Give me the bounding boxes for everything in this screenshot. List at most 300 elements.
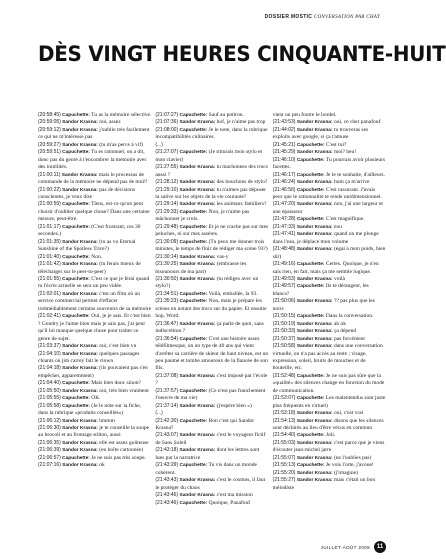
chat-message xyxy=(155,291,268,298)
chat-message xyxy=(273,149,386,156)
message-speaker: Capuchette: xyxy=(62,403,90,409)
message-time: (21:55:07) xyxy=(272,454,296,461)
chat-message xyxy=(273,231,386,246)
message-time: (21:35:23) xyxy=(155,298,179,305)
section-label: DOSSIER MOSTIC xyxy=(264,14,313,20)
message-text: Voilà, emballée, la 93. xyxy=(207,290,258,297)
message-time: (21:08:00) xyxy=(155,126,179,133)
message-time: (21:49:57) xyxy=(272,283,296,290)
message-time: (21:06:35) xyxy=(38,439,61,446)
message-text: les animaux familiers? xyxy=(215,201,267,208)
chat-message xyxy=(273,216,386,223)
chat-message xyxy=(38,112,151,119)
chat-message xyxy=(38,291,151,313)
message-time: (21:53:07) xyxy=(272,395,296,402)
message-speaker: Sandor Krasna: xyxy=(296,120,333,126)
chat-message xyxy=(38,447,151,454)
message-speaker: Capuchette: xyxy=(62,314,90,320)
message-speaker: Capuchette: xyxy=(296,373,325,379)
message-time: (21:34:51) xyxy=(155,290,179,297)
message-text: (tu m'as perce à vif) xyxy=(97,141,144,148)
chat-message xyxy=(155,224,268,239)
message-text: (Ce n'est pas franchement l'oeuvre de ma vie) xyxy=(155,387,266,402)
message-time: (21:01:35) xyxy=(38,238,61,245)
chat-message xyxy=(38,276,151,291)
message-speaker: Capuchette: xyxy=(62,202,90,208)
message-text: oui, assez xyxy=(97,119,121,126)
message-speaker: Sandor Krasna: xyxy=(296,344,333,350)
chat-message xyxy=(155,276,268,291)
chat-message xyxy=(273,224,386,231)
message-time: (21:55:03) xyxy=(272,439,296,446)
message-text: oui, c'est vrai xyxy=(332,410,364,417)
chat-message xyxy=(273,432,386,439)
message-time: (21:01:55) xyxy=(38,275,61,282)
message-speaker: Sandor Krasna: xyxy=(62,426,98,432)
message-speaker: Sandor Krasna: xyxy=(179,187,216,193)
message-time: (21:50:58) xyxy=(272,343,296,350)
message-time: (21:29:10) xyxy=(155,186,179,193)
chat-message xyxy=(155,500,268,507)
message-time: (21:02:01) xyxy=(38,290,61,297)
chat-message xyxy=(155,462,268,477)
message-time: (21:43:53) xyxy=(272,119,296,126)
chat-message xyxy=(155,447,268,462)
message-speaker: Capuchette: xyxy=(62,455,90,461)
message-time: (21:55:13) xyxy=(272,462,296,469)
chat-message xyxy=(38,261,151,276)
chat-message xyxy=(38,388,151,395)
message-text: mais le processus de commande de la mémoire ne dépend pas de moi!! xyxy=(38,171,148,186)
chat-message xyxy=(155,201,268,208)
chat-message xyxy=(155,410,268,417)
message-speaker: Sandor Krasna: xyxy=(179,202,216,208)
message-text: hmmm xyxy=(97,417,115,424)
message-time: (21:36:47) xyxy=(155,320,179,327)
chat-message xyxy=(155,432,268,447)
transcript-column-2 xyxy=(155,112,268,534)
message-speaker: Sandor Krasna: xyxy=(296,276,333,282)
message-text: non, j'ai une largeur et une épaisseur xyxy=(272,201,383,215)
message-text: Les malentendus sont juste plus fréquents en virtuel) xyxy=(272,395,386,409)
message-text: (j'imagine) xyxy=(332,469,358,476)
message-time: (20:58:45) xyxy=(38,112,61,118)
message-speaker: Capuchette: xyxy=(179,127,208,133)
chat-message xyxy=(155,373,268,388)
message-time: (21:47:20) xyxy=(272,201,296,208)
message-speaker: Sandor Krasna: xyxy=(179,448,216,454)
chat-message xyxy=(273,298,386,313)
message-speaker: Sandor Krasna: xyxy=(62,187,98,193)
message-speaker: Capuchette: xyxy=(62,224,90,230)
message-speaker: Sandor Krasna: xyxy=(62,262,98,268)
message-text: Certes. Quoique, je n'en sais rien, en fait, mais ça me semble logique. xyxy=(272,261,379,275)
chat-message xyxy=(38,313,151,343)
message-speaker: Sandor Krasna: xyxy=(179,321,216,327)
chat-message xyxy=(273,410,386,417)
message-speaker: Capuchette: xyxy=(179,418,208,424)
message-speaker: Capuchette: xyxy=(179,239,208,245)
chat-message xyxy=(155,149,268,164)
message-time: (21:52:48) xyxy=(272,372,296,379)
message-text: je te conseille la soupe au brocoli et au fromage stilton, aussi xyxy=(38,425,150,439)
message-text: OK. xyxy=(89,395,101,402)
message-text: Non. xyxy=(89,253,103,260)
message-speaker: Capuchette: xyxy=(62,396,90,402)
message-speaker: Sandor Krasna: xyxy=(296,478,333,484)
chat-message xyxy=(155,418,268,433)
chat-message xyxy=(155,388,268,403)
chat-message xyxy=(273,470,386,477)
message-time: (21:49:53) xyxy=(272,275,296,282)
chat-message xyxy=(38,149,151,171)
message-speaker: Sandor Krasna: xyxy=(179,433,216,439)
message-text: (Je le note sur la fiche, dans la rubrique «produits conseillés») xyxy=(38,402,142,417)
chat-message xyxy=(38,351,151,366)
message-speaker: Capuchette: xyxy=(179,500,208,506)
message-speaker: Sandor Krasna: xyxy=(179,180,216,186)
message-text: C'est rassurant. J'avais peur que le rationnalité te rende unidimensionnel. xyxy=(272,186,382,200)
message-text: Bon c'est qui Sandor Krasna? xyxy=(155,417,255,432)
message-text: Tu vis dans un monde cohérent. xyxy=(155,462,257,476)
message-time: (21:43:29) xyxy=(155,462,179,469)
message-speaker: Sandor Krasna: xyxy=(179,120,216,126)
message-speaker: Capuchette: xyxy=(179,224,208,230)
message-speaker: Capuchette: xyxy=(62,113,90,118)
message-speaker: Sandor Krasna: xyxy=(296,202,333,208)
chat-message xyxy=(38,462,151,469)
message-speaker: Sandor Krasna: xyxy=(62,120,98,126)
message-time: (21:00:59) xyxy=(38,201,61,208)
message-text: ça dépend xyxy=(332,328,357,335)
chat-message xyxy=(38,187,151,202)
message-speaker: Sandor Krasna: xyxy=(296,299,333,305)
message-time: (21:29:14) xyxy=(155,201,179,208)
message-speaker: Sandor Krasna: xyxy=(296,336,333,342)
message-time: (21:01:40) xyxy=(38,253,61,260)
chat-message xyxy=(155,261,268,276)
message-speaker: Sandor Krasna: xyxy=(179,373,216,379)
message-speaker: Capuchette: xyxy=(296,284,325,290)
chat-message xyxy=(273,455,386,462)
message-time: (21:50:06) xyxy=(272,298,296,305)
message-time: (21:53:18) xyxy=(272,410,296,417)
message-speaker: Capuchette: xyxy=(296,172,325,178)
message-speaker: Sandor Krasna: xyxy=(296,321,333,327)
message-time: (21:43:07) xyxy=(155,432,179,439)
chat-message xyxy=(273,440,386,455)
message-time: (21:29:33) xyxy=(155,208,179,215)
message-speaker: Sandor Krasna: xyxy=(296,224,333,230)
chat-message xyxy=(38,418,151,425)
message-text: vas-y xyxy=(215,253,229,260)
message-text: (ils pouvaient pas s'en empêcher, apparemment) xyxy=(38,365,148,379)
message-speaker: Capuchette: xyxy=(296,433,325,439)
message-speaker: Capuchette: xyxy=(296,142,325,148)
message-time: (21:01:42) xyxy=(38,261,61,268)
message-time: (21:46:56) xyxy=(272,186,296,193)
message-speaker: Sandor Krasna: xyxy=(179,403,216,409)
message-text: j'oublie très facilement ce qui ne m'intéresse pas xyxy=(38,126,150,141)
message-speaker: Sandor Krasna: xyxy=(179,165,216,171)
chat-message xyxy=(155,209,268,224)
message-speaker: Capuchette: xyxy=(179,113,208,118)
message-speaker: Capuchette: xyxy=(179,388,208,394)
message-time: (21:28:12) xyxy=(155,179,179,186)
message-text: c'est un film où un service commercial permet d'effacer irrémédiablement certains souvenirs de sa mémoire xyxy=(38,290,152,312)
message-time: (21:54:40) xyxy=(272,432,296,439)
chat-message xyxy=(38,365,151,380)
message-time: (21:36:54) xyxy=(155,335,179,342)
chat-message xyxy=(38,343,151,350)
message-text: ça parle de quoi, sans indiscrétion ? xyxy=(155,320,264,335)
chat-message xyxy=(155,254,268,261)
message-time: (21:47:41) xyxy=(272,231,296,238)
message-text: Mais bien donc sinon? xyxy=(89,380,141,387)
message-time: (21:46:24) xyxy=(272,179,296,186)
message-time: (21:27:07) xyxy=(155,149,179,156)
message-text: disons que les silences sont déchirés au lieu d'être vécus en commun xyxy=(272,417,384,432)
message-speaker: Sandor Krasna: xyxy=(296,329,333,335)
message-time: (21:05:58) xyxy=(38,402,61,409)
message-speaker: Sandor Krasna: xyxy=(296,232,333,238)
issue-date: JUILLET-AOÛT 2008 xyxy=(320,544,370,550)
chat-message xyxy=(273,328,386,335)
chat-message xyxy=(273,179,386,186)
message-text: Oui, je je sais. Et c'est bien ? Gondry je l'aime bien mais je sais pas, j'ai peur qu'il lui manque quelque chose pour traiter ce genre de sujet. xyxy=(38,313,151,342)
page-footer xyxy=(321,541,386,553)
chat-message xyxy=(38,380,151,387)
message-speaker: Capuchette: xyxy=(296,314,325,320)
message-speaker: Sandor Krasna: xyxy=(62,239,98,245)
message-text: pas forcément xyxy=(332,335,365,342)
message-time: (21:47:28) xyxy=(272,216,296,223)
message-time: (21:07:16) xyxy=(38,462,61,469)
chat-message xyxy=(273,276,386,283)
message-text: tu n'aimes pas déposer ta salive sur les objets de la vie courante? xyxy=(155,186,267,200)
message-text: des bouchons de stylo? xyxy=(215,179,268,186)
message-text: Je le te souhaite, d'ailleurs. xyxy=(324,171,385,178)
message-speaker: Sandor Krasna: xyxy=(296,247,333,253)
message-time: (21:55:20) xyxy=(272,469,296,476)
message-text: c'est imposé par l'école ? xyxy=(155,372,268,387)
message-text: tu trouveras ses exploits avec google, si ça t'amuse xyxy=(272,126,369,141)
message-speaker: Capuchette: xyxy=(179,463,208,469)
message-text: voilà xyxy=(332,275,345,282)
chat-message xyxy=(273,462,386,469)
message-speaker: Capuchette: xyxy=(179,299,208,305)
message-time: (21:50:15) xyxy=(272,313,296,320)
message-speaker: Sandor Krasna: xyxy=(296,180,333,186)
message-speaker: Sandor Krasna: xyxy=(179,262,216,268)
message-text: Dans la conversation. xyxy=(324,313,374,320)
chat-message xyxy=(38,403,151,418)
message-time: (21:50:19) xyxy=(272,320,296,327)
message-speaker: Sandor Krasna: xyxy=(62,366,98,372)
message-speaker: Capuchette: xyxy=(296,187,325,193)
message-time: (21:06:39) xyxy=(38,447,61,454)
message-speaker: Capuchette: xyxy=(179,336,208,342)
message-time: (21:46:10) xyxy=(272,156,296,163)
message-text: (C'est frustrant, ces 30 secondes.) xyxy=(38,223,141,238)
message-text: bof, je n'aime pas trop xyxy=(215,119,266,126)
transcript-column-1 xyxy=(38,112,151,534)
message-speaker: Capuchette: xyxy=(296,262,325,268)
message-speaker: Sandor Krasna: xyxy=(296,440,333,446)
message-text: (tu rédiges avec un stylo?) xyxy=(155,275,259,290)
message-time: (21:49:16) xyxy=(272,261,296,268)
message-text: Et je ne crache pas sur mes peluches, ni sur mes asséres. xyxy=(155,223,269,238)
chat-message xyxy=(155,119,268,126)
chat-message xyxy=(155,492,268,499)
page-number: 11 xyxy=(374,541,386,553)
message-text: oui, très bien vraiment xyxy=(97,387,149,394)
message-time: (21:30:25) xyxy=(155,261,179,268)
message-speaker: Capuchette: xyxy=(296,396,325,402)
message-text: (embrasse tes bisounours de ma part) xyxy=(155,261,247,275)
chat-message xyxy=(273,172,386,179)
message-text: Tu as la mémoire sélective. xyxy=(89,112,152,118)
message-speaker: Sandor Krasna: xyxy=(62,142,98,148)
message-time: (21:07:36) xyxy=(155,119,179,126)
message-speaker: Capuchette: xyxy=(179,209,208,215)
message-text: Tu es rationnel, on a dit, donc pas du genre à t'encombrer la mémoire avec des inutilités. xyxy=(38,149,147,171)
message-speaker: Sandor Krasna: xyxy=(62,463,98,469)
message-time: (21:48:48) xyxy=(272,246,296,253)
message-text: (égal à mon poids, bien sûr) xyxy=(272,246,386,260)
message-speaker: Sandor Krasna: xyxy=(296,418,333,424)
message-time: (21:47:33) xyxy=(272,223,296,230)
message-text: C'est magnifique. xyxy=(324,216,365,223)
article-title: DÈS VINGT HEURES CINQUANTE-HUIT xyxy=(38,42,446,67)
message-text: euu xyxy=(332,223,342,230)
message-text: Quoique, Panafouf xyxy=(207,499,251,506)
message-time: (21:37:08) xyxy=(155,372,179,379)
message-time: (21:00:22) xyxy=(38,186,61,193)
chat-message xyxy=(38,239,151,254)
chat-message xyxy=(38,142,151,149)
chat-message xyxy=(38,172,151,187)
message-time: (21:55:27) xyxy=(272,477,296,484)
message-time: (21:43:46) xyxy=(155,499,179,506)
chat-message xyxy=(273,321,386,328)
message-time: (21:43:43) xyxy=(155,477,179,484)
chat-message xyxy=(38,224,151,239)
chat-message xyxy=(155,179,268,186)
message-text: (Je triturais mon stylo et mon clavier) xyxy=(155,149,263,163)
chat-message xyxy=(273,261,386,276)
message-time: (21:50:37) xyxy=(272,335,296,342)
message-speaker: Capuchette: xyxy=(62,150,90,156)
chat-message xyxy=(273,313,386,320)
message-text: (ne l'oublies pas) xyxy=(332,454,372,461)
message-text: (tu ferais mieux de télécharger sur le peer-to-peer) xyxy=(38,261,141,275)
chat-message xyxy=(273,119,386,126)
message-speaker: Sandor Krasna: xyxy=(179,276,216,282)
message-speaker: Sandor Krasna: xyxy=(296,470,333,476)
message-time: (21:30:09) xyxy=(155,238,179,245)
message-time: (21:46:17) xyxy=(272,171,296,178)
message-text: quelques passages chiants où jim carrey fait le clown xyxy=(38,350,140,364)
message-time: (...) xyxy=(155,141,163,148)
message-speaker: Capuchette: xyxy=(62,254,90,260)
message-time: (21:43:18) xyxy=(155,447,179,454)
message-time: (21:29:48) xyxy=(155,223,179,230)
message-text: Je ne suis pas sûre que la «qualité» des silences change en fonction du mode de communication. xyxy=(272,372,385,394)
message-text: ah ok xyxy=(332,320,347,327)
message-time: (21:45:21) xyxy=(272,141,296,148)
message-time: (21:06:57) xyxy=(38,454,61,461)
message-time: (21:07:27) xyxy=(155,112,179,118)
message-speaker: Sandor Krasna: xyxy=(179,493,216,499)
message-speaker: Sandor Krasna: xyxy=(62,344,98,350)
message-time: (21:54:13) xyxy=(272,417,296,424)
chat-message xyxy=(38,119,151,126)
message-text: Non, je n'aime pas mâchonner je crois. xyxy=(155,208,250,223)
message-time: (21:44:02) xyxy=(272,126,296,133)
message-text: vient un peu foutre le bordel. xyxy=(272,112,337,118)
message-speaker: Sandor Krasna: xyxy=(62,351,98,357)
chat-message xyxy=(273,127,386,142)
message-time: (21:50:33) xyxy=(272,328,296,335)
transcript-column-3 xyxy=(273,112,386,534)
message-text: mais c'était un bon mélodiste xyxy=(272,477,376,491)
message-text: C'est une histoire assez téléfilmesque, un un type de 40 ans qui vient d'arrêter sa carrière de skieur de haut niveau, est un peu paumé et tombe amoureux de la fiancée de son fils. xyxy=(155,335,269,372)
message-speaker: Sandor Krasna: xyxy=(296,150,333,156)
message-text: Je vois l'orte, j'avoue! xyxy=(324,462,374,469)
message-speaker: Sandor Krasna: xyxy=(62,418,98,424)
message-text: dans une conversation virtuelle, on n'a pas accès au reste ; visage, expression, soleil, bruits de mouches et de bouteille, etc. xyxy=(272,343,383,372)
message-time: (21:05:50) xyxy=(38,387,61,394)
message-text: (en boîte cartonnée) xyxy=(97,447,144,454)
message-speaker: Sandor Krasna: xyxy=(179,478,216,484)
message-text: c'est le cosmos, il faut le protéger du chaos xyxy=(155,477,266,491)
chat-message xyxy=(155,187,268,202)
chat-transcript xyxy=(38,112,386,534)
message-speaker: Sandor Krasna: xyxy=(62,388,98,394)
chat-message xyxy=(155,239,268,254)
message-text: dont les lettres sont lues par la narratrice xyxy=(155,447,260,461)
chat-message xyxy=(273,343,386,373)
chat-message xyxy=(155,298,268,320)
message-speaker: Sandor Krasna: xyxy=(296,127,333,133)
message-text: (j'espère bien ») xyxy=(215,402,252,409)
message-text: (Tu peux me donner trois minutes, le temps de finir de rédiger ma scène 93?) xyxy=(155,238,268,253)
chat-message xyxy=(38,425,151,440)
message-time: (21:04:40) xyxy=(38,380,61,387)
message-time: (21:03:37) xyxy=(38,343,61,350)
message-text: oui, ce cher panafouf xyxy=(332,119,381,126)
message-text: pas de décisions conscientes, je veux dire xyxy=(38,186,136,200)
message-time: (21:30:14) xyxy=(155,253,179,260)
chat-message xyxy=(155,336,268,373)
message-time: (20:59:05) xyxy=(38,119,61,126)
message-speaker: Capuchette: xyxy=(179,150,208,156)
message-time: (21:43:46) xyxy=(155,492,179,499)
message-time: (21:42:30) xyxy=(155,417,179,424)
message-text: ok xyxy=(97,462,105,469)
message-time: (21:06:30) xyxy=(38,425,61,432)
message-speaker: Capuchette: xyxy=(296,217,325,223)
message-text: ?? pas plus que les noirs xyxy=(272,298,375,312)
message-text: oui, c'est bien vu xyxy=(97,343,137,350)
message-time: (21:45:29) xyxy=(272,149,296,156)
message-text: Ils te dérangent, les blancs? xyxy=(272,283,369,297)
message-text: quand on me plonge dans l'eau, je déplace mon volume xyxy=(272,231,379,245)
message-text: C'est toi? xyxy=(324,141,347,148)
chat-message xyxy=(273,395,386,410)
message-text: moi? heu! xyxy=(332,149,357,156)
